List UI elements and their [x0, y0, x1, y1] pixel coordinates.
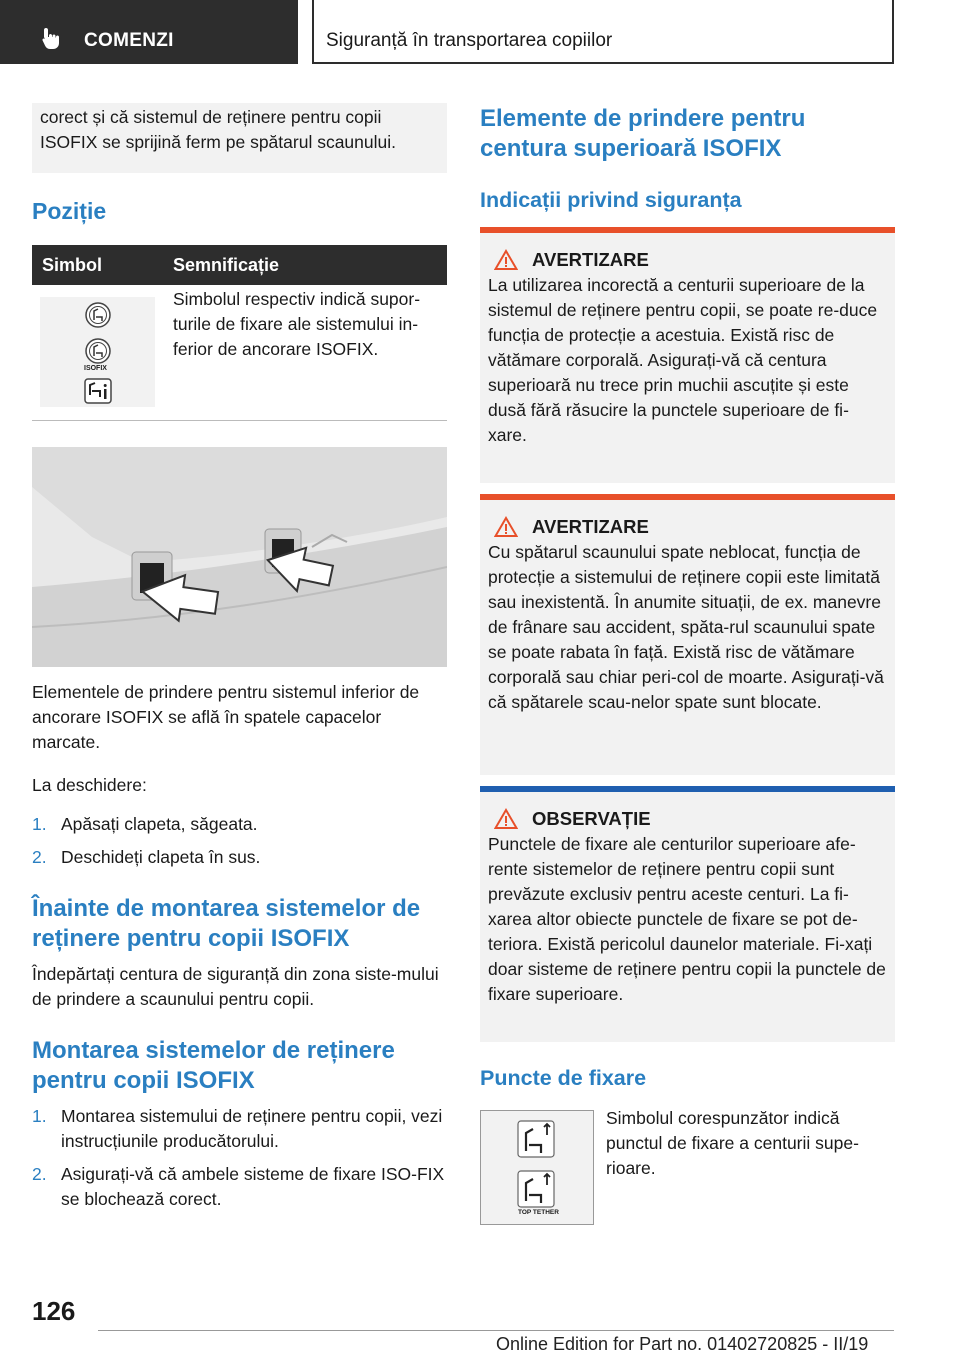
section-label: COMENZI [84, 30, 174, 51]
symbol-table [32, 245, 447, 415]
isofix-label: ISOFIX [84, 365, 107, 372]
warning-text: La utilizarea incorectă a centurii superioare de la sistemul de reținere pentru copii, se poate re-duce funcția de protecție a acestuia. Există risc de vătămare corporală. Asigurați-vă că centura superioară nu trece prin muchii ascuțite și este dusă fără răsucire la punctele superioare de fi-xare. [488, 275, 878, 445]
opening-steps [32, 812, 447, 878]
tether-heading: Elemente de prindere pentru centura superioară ISOFIX [480, 105, 806, 162]
col-meaning: Semnificație [163, 245, 447, 285]
continued-text: corect și că sistemul de reținere pentru copii ISOFIX se sprijină ferm pe spătarul scaunului. [40, 107, 396, 152]
isofix-child-seat-icon [40, 297, 155, 407]
notice-text: Punctele de fixare ale centurilor superioare afe-rente sistemelor de reținere pentru copii sunt prevăzute exclusiv pentru aceste centuri. La fi-xarea altor obiecte punctele de fixare se pot de-teriora. Există pericolul daunelor materiale. Fi-xați doar sisteme de reținere pentru copii la punctele de fixare superioare. [488, 834, 886, 1004]
col-symbol: Simbol [32, 245, 163, 285]
top-tether-label: TOP TETHER [518, 1209, 559, 1216]
position-heading: Poziție [32, 198, 107, 224]
symbol-meaning: Simbolul respectiv indică supor-turile de fixare ale sistemului in-ferior de ancorare ISOFIX. [173, 289, 421, 359]
page-number: 126 [32, 1296, 76, 1326]
seat-illustration [32, 447, 447, 667]
photo-caption: Elementele de prindere pentru sistemul inferior de ancorare ISOFIX se află în spatele capacelor marcate. [32, 682, 420, 752]
list-item: 1. Montarea sistemului de reținere pentru copii, vezi instrucțiunile producătorului. [32, 1106, 443, 1151]
continued-note [32, 103, 447, 173]
section-tab [0, 0, 298, 64]
notice-box [480, 786, 895, 1042]
table-divider [32, 420, 447, 421]
fix-heading: Puncte de fixare [480, 1066, 647, 1090]
warning-bar [480, 494, 895, 500]
safety-heading: Indicații privind siguranța [480, 188, 742, 212]
edition-text: Online Edition for Part no. 01402720825 - II/19 [496, 1334, 869, 1354]
opening-intro: La deschidere: [32, 775, 147, 795]
chapter-header [312, 0, 894, 64]
chapter-title: Siguranță în transportarea copiilor [326, 30, 613, 51]
mount-heading: Montarea sistemelor de reținere pentru copii ISOFIX [32, 1037, 395, 1094]
before-heading: Înainte de montarea sistemelor de reținere pentru copii ISOFIX [32, 895, 421, 952]
top-tether-symbol [480, 1110, 594, 1225]
notice-title: OBSERVAȚIE [532, 808, 651, 829]
warning-box-2 [480, 494, 895, 775]
footer-divider [98, 1330, 894, 1331]
top-tether-icon [481, 1111, 593, 1224]
isofix-symbol [40, 297, 155, 407]
notice-bar [480, 786, 895, 792]
mount-steps [32, 1104, 447, 1220]
isofix-anchor-photo [32, 447, 447, 667]
warning-triangle-icon [494, 249, 518, 271]
warning-triangle-icon [494, 516, 518, 538]
warning-title: AVERTIZARE [532, 249, 649, 270]
warning-triangle-icon [494, 808, 518, 830]
list-item: 1. Apăsați clapeta, săgeata. [32, 814, 258, 834]
list-item: 2. Asigurați-vă că ambele sisteme de fixare ISO-FIX se blochează corect. [32, 1164, 445, 1209]
before-text: Îndepărtați centura de siguranță din zona siste-mului de prindere a scaunului pentru copii. [32, 964, 439, 1009]
fix-text: Simbolul corespunzător indică punctul de fixare a centurii supe-rioare. [606, 1108, 859, 1178]
hand-pointer-icon [40, 26, 64, 50]
warning-box-1 [480, 227, 895, 483]
warning-text: Cu spătarul scaunului spate neblocat, funcția de protecție a sistemului de reținere copii este limitată sau inexistentă. În anumite situații, de ex. manevre de frânare sau accident, spăta-rul scaunului spate se poate rabata în față. Există risc de vătămare corporală sau chiar peri-col de moarte. Asigurați-vă că spătarele scau-nelor spate sunt blocate. [488, 542, 884, 712]
warning-bar [480, 227, 895, 233]
list-item: 2. Deschideți clapeta în sus. [32, 847, 261, 867]
warning-title: AVERTIZARE [532, 516, 649, 537]
